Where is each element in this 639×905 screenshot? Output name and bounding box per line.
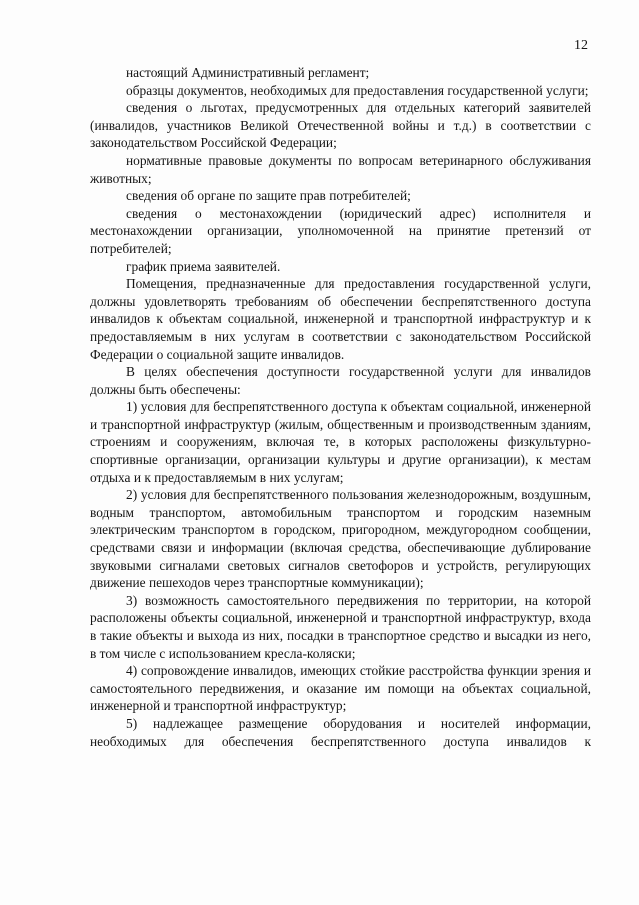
paragraph: сведения об органе по защите прав потребителей;	[126, 188, 411, 204]
body-text	[90, 64, 591, 750]
page-number: 12	[574, 38, 588, 53]
paragraph: сведения о местонахождении (юридический адрес) исполнителя и местонахождении организации, уполномоченной на принятие претензий от потребителей;	[90, 205, 591, 256]
paragraph: нормативные правовые документы по вопросам ветеринарного обслуживания животных;	[90, 152, 591, 186]
paragraph: сведения о льготах, предусмотренных для отдельных категорий заявителей (инвалидов, участников Великой Отечественной войны и т.д.) в соответствии с законодательством Российской Федерации;	[90, 100, 591, 151]
paragraph: настоящий Административный регламент;	[126, 65, 370, 80]
list-item: 4) сопровождение инвалидов, имеющих стойкие расстройства функции зрения и самостоятельного передвижения, и оказание им помощи на объектах социальной, инженерной и транспортной инфраструктур;	[90, 663, 591, 714]
list-item: 2) условия для беспрепятственного пользования железнодорожным, воздушным, водным транспортом, автомобильным транспортом и городским наземным электрическим транспортом в городском, пригородном, междугородном сообщении, средствами связи и информации (включая средства, обеспечивающие дублирование звуковыми сигналами световых сигналов светофоров и устройств, регулирующих движение пешеходов через транспортные коммуникации);	[90, 487, 591, 591]
paragraph: образцы документов, необходимых для предоставления государственной услуги;	[126, 82, 589, 98]
paragraph: В целях обеспечения доступности государственной услуги для инвалидов должны быть обеспечены:	[90, 364, 591, 397]
paragraph: график приема заявителей.	[126, 258, 281, 274]
list-item: 3) возможность самостоятельного передвижения по территории, на которой расположены объекты социальной, инженерной и транспортной инфраструктур, входа в такие объекты и выхода из них, посадки в транспортное средство и высадки из него, в том числе с использованием кресла-коляски;	[90, 592, 591, 661]
paragraph: Помещения, предназначенные для предоставления государственной услуги, должны удовлетворять требованиям об обеспечении беспрепятственного доступа инвалидов к объектам социальной, инженерной и транспортной инфраструктур и к предоставляемым в них услугам в соответствии с законодательством Российской Федерации о социальной защите инвалидов.	[90, 276, 591, 362]
list-item: 1) условия для беспрепятственного доступа к объектам социальной, инженерной и транспортной инфраструктур (жилым, общественным и производственным зданиям, строениям и сооружениям, включая те, в которых расположены физкультурно-спортивные организации, организации культуры и другие организации), к местам отдыха и к предоставляемым в них услугам;	[90, 399, 591, 485]
list-item: 5) надлежащее размещение оборудования и носителей информации, необходимых для обеспечения беспрепятственного доступа инвалидов к	[90, 715, 591, 749]
